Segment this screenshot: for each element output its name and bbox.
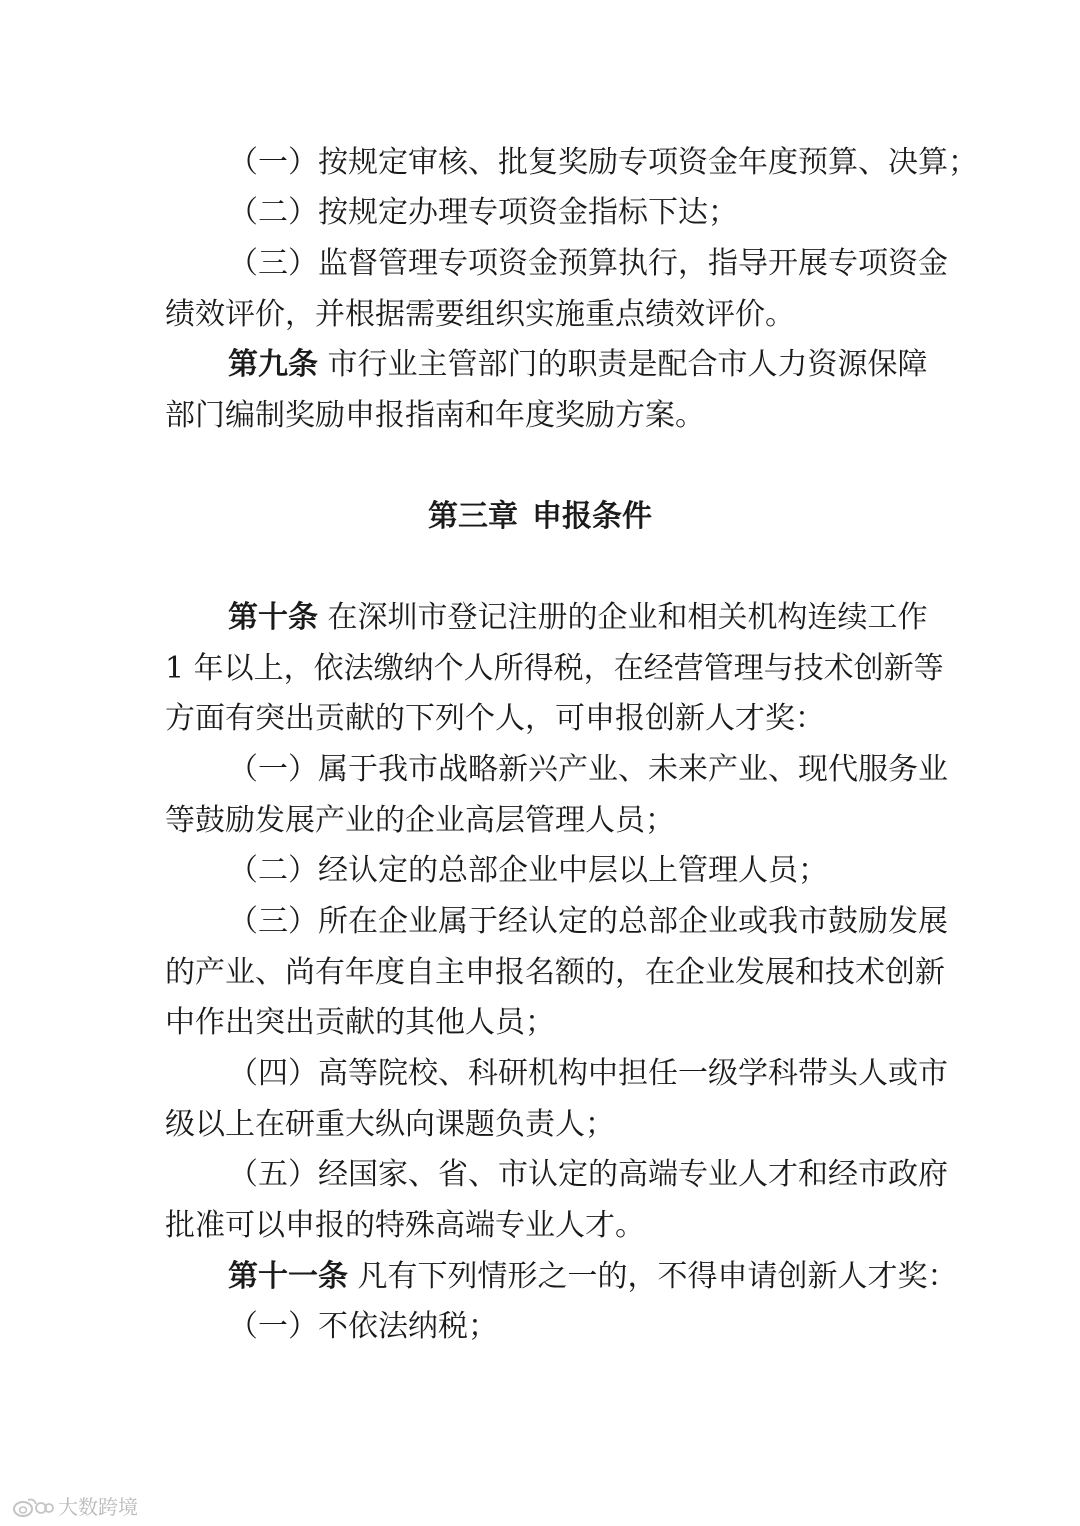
clause-item-2: （二）按规定办理专项资金指标下达； [228, 195, 738, 230]
article-10-line-3: 方面有突出贡献的下列个人，可申报创新人才奖： [165, 701, 825, 736]
watermark-text: 大数跨境 [58, 1495, 138, 1519]
article-9-heading: 第九条 [228, 347, 318, 382]
article-10-item-5-line-1: （五）经国家、省、市认定的高端专业人才和经市政府 [228, 1157, 948, 1192]
clause-item-1: （一）按规定审核、批复奖励专项资金年度预算、决算； [228, 145, 978, 180]
article-11-line-1: 第十一条 凡有下列情形之一的，不得申请创新人才奖： [228, 1259, 958, 1294]
article-9-line-2: 部门编制奖励申报指南和年度奖励方案。 [165, 398, 705, 433]
article-10-item-4-line-1: （四）高等院校、科研机构中担任一级学科带头人或市 [228, 1056, 948, 1091]
article-10-heading: 第十条 [228, 600, 318, 635]
article-10-item-4-line-2: 级以上在研重大纵向课题负责人； [165, 1107, 615, 1142]
clause-item-3-line-2: 绩效评价，并根据需要组织实施重点绩效评价。 [165, 297, 795, 332]
article-11-item-1: （一）不依法纳税； [228, 1309, 498, 1344]
article-10-line-2: 1 年以上，依法缴纳个人所得税，在经营管理与技术创新等 [165, 651, 944, 686]
article-10-item-3-line-1: （三）所在企业属于经认定的总部企业或我市鼓励发展 [228, 904, 948, 939]
article-10-item-5-line-2: 批准可以申报的特殊高端专业人才。 [165, 1208, 645, 1243]
chapter-heading [0, 497, 1080, 537]
clause-item-3-line-1: （三）监督管理专项资金预算执行，指导开展专项资金 [228, 246, 948, 281]
article-10-item-1-line-1: （一）属于我市战略新兴产业、未来产业、现代服务业 [228, 752, 948, 787]
chapter-title: 申报条件 [532, 499, 652, 534]
article-11-heading: 第十一条 [228, 1259, 348, 1294]
article-9-line-1: 第九条 市行业主管部门的职责是配合市人力资源保障 [228, 347, 928, 382]
chapter-number: 第三章 [428, 499, 518, 534]
article-10-line-1: 第十条 在深圳市登记注册的企业和相关机构连续工作 [228, 600, 928, 635]
article-10-item-3-line-2: 的产业、尚有年度自主申报名额的，在企业发展和技术创新 [165, 955, 945, 990]
article-10-item-2: （二）经认定的总部企业中层以上管理人员； [228, 853, 828, 888]
watermark [12, 1494, 138, 1520]
article-10-item-1-line-2: 等鼓励发展产业的企业高层管理人员； [165, 803, 675, 838]
article-10-item-3-line-3: 中作出突出贡献的其他人员； [165, 1005, 555, 1040]
weibo-logo-icon [12, 1495, 54, 1519]
